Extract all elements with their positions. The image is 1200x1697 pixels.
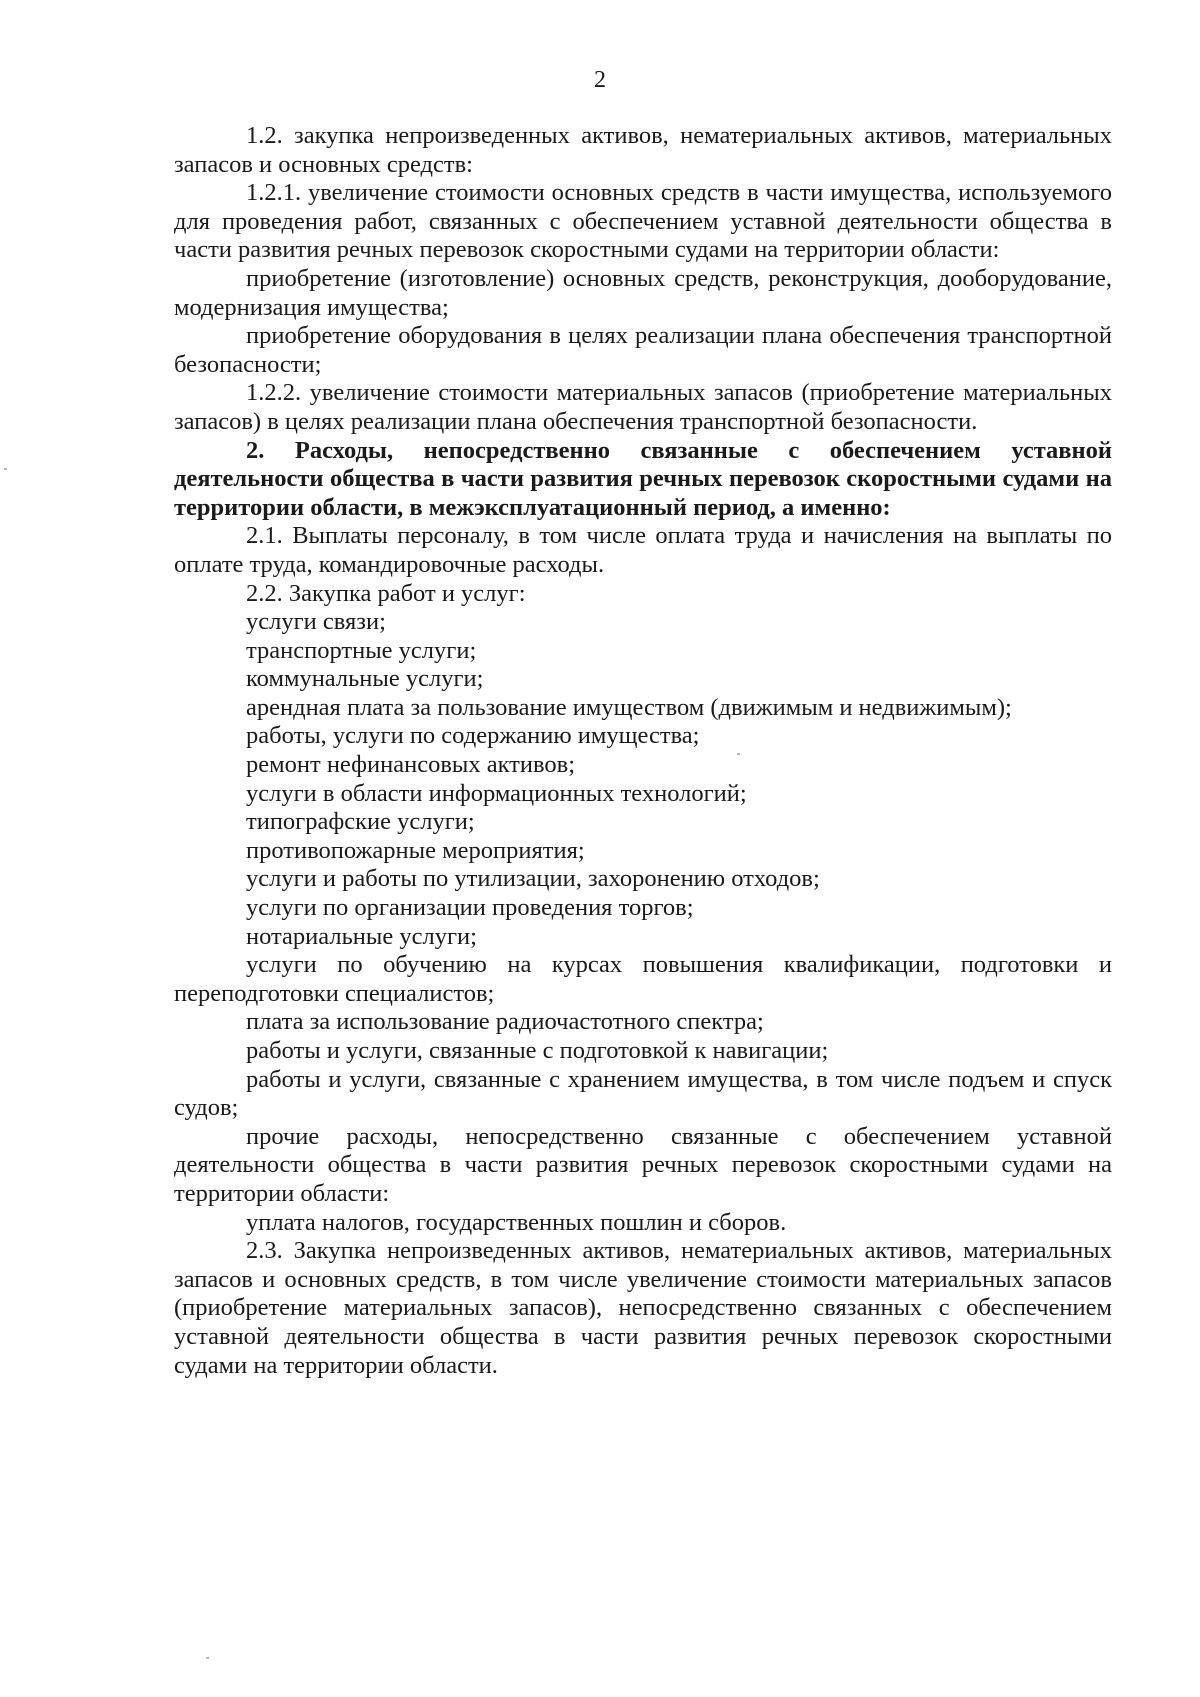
section-heading-2: 2. Расходы, непосредственно связанные с обеспечением уставной деятельности общества в части развития речных перевозок скоростными судами на территории области, в межэксплуатационный период, а именно: [174, 436, 1112, 521]
list-item: работы и услуги, связанные с подготовкой к навигации; [246, 1037, 829, 1064]
list-item: ремонт нефинансовых активов; [246, 751, 576, 779]
list-item: услуги в области информационных технологий; [246, 779, 747, 807]
paragraph-1-2-2: 1.2.2. увеличение стоимости материальных запасов (приобретение материальных запасов) в целях реализации плана обеспечения транспортной безопасности. [174, 379, 1112, 435]
paragraph-1-2: 1.2. закупка непроизведенных активов, нематериальных активов, материальных запасов и основных средств: [174, 122, 1112, 178]
paragraph-2-1: 2.1. Выплаты персоналу, в том числе оплата труда и начисления на выплаты по оплате труда, командировочные расходы. [174, 522, 1112, 578]
paragraph-acquisition-fixed-assets: приобретение (изготовление) основных средств, реконструкция, дооборудование, модернизация имущества; [174, 264, 1112, 321]
scan-artifact [737, 753, 740, 755]
list-item: работы и услуги, связанные с хранением имущества, в том числе подъем и спуск судов; [174, 1065, 1112, 1122]
list-item: противопожарные мероприятия; [246, 836, 585, 864]
list-item: прочие расходы, непосредственно связанные с обеспечением уставной деятельности общества в части развития речных перевозок скоростными судами на территории области: [174, 1122, 1112, 1207]
scan-artifact [206, 1657, 209, 1659]
paragraph-1-2-1: 1.2.1. увеличение стоимости основных средств в части имущества, используемого для проведения работ, связанных с обеспечением уставной деятельности общества в части развития речных перевозок скоростными судами на территории области: [174, 179, 1112, 264]
list-item: плата за использование радиочастотного спектра; [246, 1008, 764, 1036]
list-item: коммунальные услуги; [246, 665, 484, 693]
list-item: транспортные услуги; [246, 636, 477, 664]
list-item: услуги и работы по утилизации, захоронению отходов; [246, 865, 820, 893]
paragraph-2-2: 2.2. Закупка работ и услуг: [246, 579, 526, 607]
paragraph-2-3: 2.3. Закупка непроизведенных активов, нематериальных активов, материальных запасов и основных средств, в том числе увеличение стоимости материальных запасов (приобретение материальных запасов), непосредственно связанных с обеспечением уставной деятельности общества в части развития речных перевозок скоростными судами на территории области. [174, 1237, 1112, 1379]
list-item: услуги по обучению на курсах повышения квалификации, подготовки и переподготовки специалистов; [174, 951, 1112, 1007]
document-body [174, 122, 1112, 1380]
list-item: услуги по организации проведения торгов; [246, 894, 694, 922]
page-number: 2 [594, 67, 606, 93]
paragraph-acquisition-equipment: приобретение оборудования в целях реализации плана обеспечения транспортной безопасности; [174, 322, 1112, 378]
list-item: арендная плата за пользование имуществом (движимым и недвижимым); [246, 693, 1012, 721]
list-item: нотариальные услуги; [246, 922, 477, 950]
list-item: работы, услуги по содержанию имущества; [246, 722, 700, 750]
scan-artifact [4, 468, 7, 470]
list-item: уплата налогов, государственных пошлин и сборов. [246, 1208, 787, 1236]
list-item: услуги связи; [246, 608, 386, 636]
list-item: типографские услуги; [246, 808, 475, 836]
